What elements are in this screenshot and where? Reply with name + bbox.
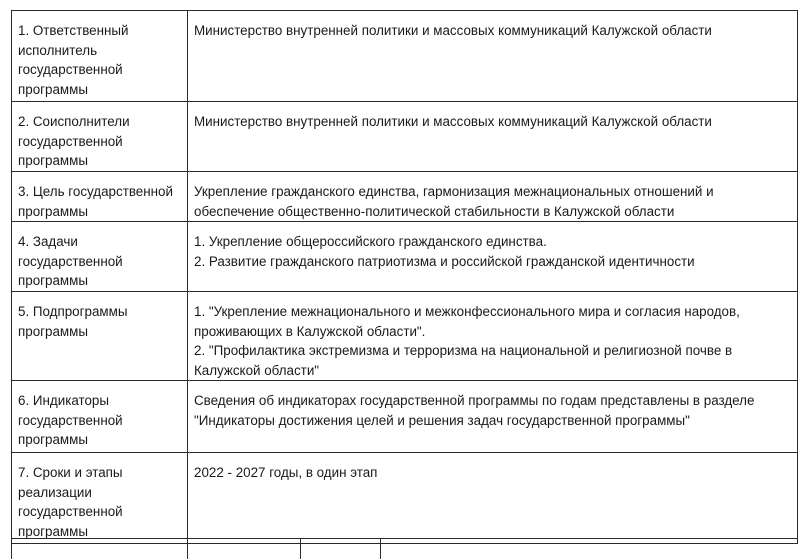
label-line: 3. Цель государственной <box>18 184 173 199</box>
label-line: 6. Индикаторы <box>18 393 110 408</box>
table-row <box>12 381 798 453</box>
value-line: 2. Развитие гражданского патриотизма и российской гражданской идентичности <box>194 253 695 269</box>
value-line: Сведения об индикаторах государственной программы по годам представлены в разделе <box>194 393 755 408</box>
value-line: Министерство внутренней политики и массовых коммуникаций Калужской области <box>194 114 712 129</box>
label-line: программы <box>18 432 88 447</box>
row-label-terms-and-stages <box>12 453 188 544</box>
value-line: 1. "Укрепление межнационального и межконфессионального мира и согласия народов, <box>194 304 740 319</box>
label-line: программы <box>18 323 88 339</box>
label-line: программы <box>18 153 88 168</box>
label-line: 1. Ответственный <box>18 23 129 38</box>
row-value-co-executors <box>188 102 798 172</box>
partial-cell <box>187 538 301 559</box>
table-row <box>12 102 798 172</box>
row-label-indicators <box>12 381 188 453</box>
partial-cell <box>380 538 798 559</box>
row-label-responsible-executor <box>12 11 188 102</box>
table-row <box>12 222 798 292</box>
row-value-goal <box>188 172 798 222</box>
row-label-co-executors <box>12 102 188 172</box>
row-value-tasks <box>188 222 798 292</box>
row-label-goal <box>12 172 188 222</box>
label-line: государственной <box>18 504 123 519</box>
value-line: проживающих в Калужской области". <box>194 323 426 339</box>
label-line: программы <box>18 523 88 539</box>
table-row <box>12 292 798 381</box>
label-line: государственной <box>18 133 123 149</box>
table-row <box>12 11 798 102</box>
value-line: обеспечение общественно-политической стабильности в Калужской области <box>194 203 675 219</box>
partial-cell <box>11 538 188 559</box>
label-line: 4. Задачи <box>18 234 78 249</box>
table-row-partial <box>11 538 797 558</box>
label-line: 2. Соисполнители <box>18 114 130 129</box>
label-line: государственной <box>18 62 123 77</box>
label-line: государственной <box>18 253 123 269</box>
program-passport-table <box>11 10 798 544</box>
table-row <box>12 453 798 544</box>
value-line: 2022 - 2027 годы, в один этап <box>194 465 378 480</box>
label-line: программы <box>18 273 88 288</box>
label-line: 5. Подпрограммы <box>18 304 128 319</box>
row-label-subprograms <box>12 292 188 381</box>
value-line: 1. Укрепление общероссийского гражданского единства. <box>194 234 547 249</box>
value-line: Министерство внутренней политики и массовых коммуникаций Калужской области <box>194 23 712 38</box>
row-value-subprograms <box>188 292 798 381</box>
partial-cell <box>300 538 381 559</box>
label-line: реализации <box>18 484 92 500</box>
row-value-terms-and-stages <box>188 453 798 544</box>
value-line: "Индикаторы достижения целей и решения задач государственной программы" <box>194 412 690 428</box>
label-line: программы <box>18 203 88 219</box>
label-line: исполнитель <box>18 42 98 58</box>
table-row <box>12 172 798 222</box>
row-label-tasks <box>12 222 188 292</box>
row-value-responsible-executor <box>188 11 798 102</box>
value-line: 2. "Профилактика экстремизма и терроризма на национальной и религиозной почве в <box>194 343 733 358</box>
label-line: государственной <box>18 412 123 428</box>
value-line: Калужской области" <box>194 362 320 378</box>
label-line: программы <box>18 81 88 97</box>
label-line: 7. Сроки и этапы <box>18 465 123 480</box>
value-line: Укрепление гражданского единства, гармонизация межнациональных отношений и <box>194 184 714 199</box>
row-value-indicators <box>188 381 798 453</box>
